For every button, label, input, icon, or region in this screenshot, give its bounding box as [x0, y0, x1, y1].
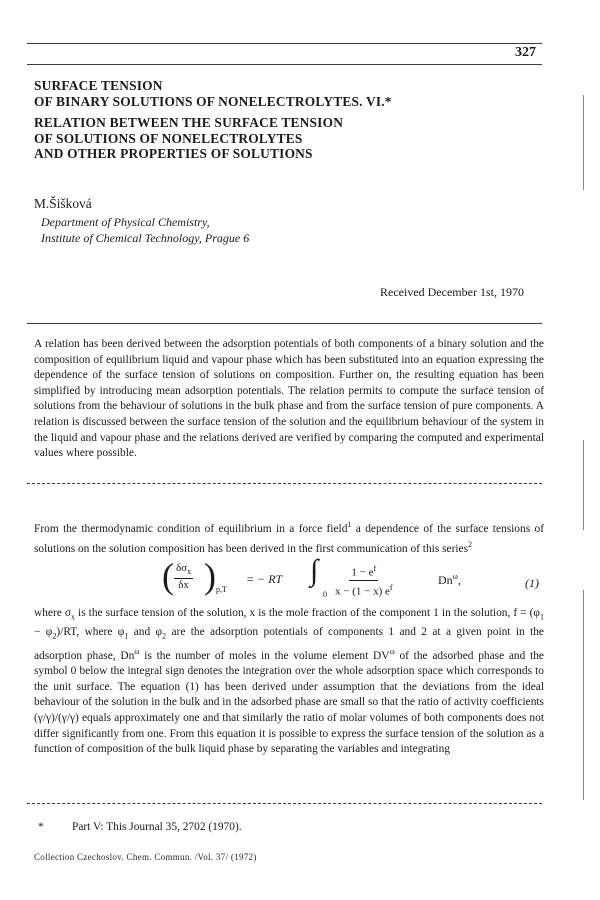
- abstract: A relation has been derived between the adsorption potentials of both components of a binary solution and the composition of equilibrium liquid and vapour phase which has been substituted into an equation expressing the dependence of the surface tension of solutions on composition. Further on, the resulting equation has been simplified by introducing mean adsorption potentials. The relation permits to compute the surface tension of solutions from the behaviour of solutions in the bulk phase and from the surface tension of pure components. A relation is discussed between the surface tension of the solution and the equilibrium behaviour of the system in the liquid and vapour phase and the relations derived are verified by comparing the computed and experimental values where possible.: [34, 338, 544, 460]
- body-paragraph: [34, 517, 544, 558]
- equation-1: [160, 554, 550, 602]
- body-paragraph: where $\sigma_x$ is the surface tension of the solution, x is the mole fraction of the component 1 in the solution, $f = (\varphi_1 - \varphi_2)/RT$, where $\varphi_1$ and $\varphi_2$ are the adsorption potentials of components 1 and 2 at a given point in the adsorption phase, $Dn^\omega$ is the number of moles in the volume element $DV^\omega$ of the adsorbed phase and the symbol 0 below the integral sign denotes the integration over the whole adsorption space which corresponds to the unit surface. The equation (1) has been derived under assumption that the deviations from the ideal behaviour of the solution in the bulk and in the adsorbed phase are small so that the ratio of activity coefficients (γ/γ)/(γ/γ) equals approximately one and that similarly the ratio of molar volumes of both components does not differ significantly from one. From this equation it is possible to express the surface tension of the solution as a function of composition of the bulk liquid phase by separating the variables and integrating: [34, 607, 544, 756]
- top-rule: [27, 43, 542, 44]
- reference-marker: 1: [347, 520, 352, 529]
- eq-right-paren: ): [204, 556, 216, 596]
- eq-left-paren: (: [162, 556, 174, 596]
- page-number: 327: [515, 45, 536, 60]
- eq-integral-lower-limit: 0: [323, 590, 327, 599]
- article-title: [34, 78, 474, 162]
- footnote-text: Part V: This Journal 35, 2702 (1970).: [72, 821, 242, 833]
- journal-citation: Collection Czechoslov. Chem. Commun. /Vol. 37/ (1972): [34, 852, 257, 862]
- body-text: From the thermodynamic condition of equilibrium in a force field: [34, 522, 348, 535]
- equation-number: (1): [525, 576, 539, 590]
- eq-rhs-denominator: x − (1 − x) $e^f$: [335, 582, 393, 598]
- affiliation-line: Institute of Chemical Technology, Prague 6: [41, 231, 250, 245]
- subtitle-line: RELATION BETWEEN THE SURFACE TENSION: [34, 115, 344, 131]
- author-affiliation: [41, 214, 249, 246]
- eq-lhs-fraction: [174, 562, 193, 592]
- author-name: M.Šišková: [34, 196, 92, 211]
- eq-rhs-numerator: $1 - e^f$: [351, 564, 377, 579]
- body-text: a dependence of the surface tensions of solutions on the solution composition has been derived in the first communication of this series: [34, 522, 544, 556]
- eq-rhs-prefix: = − RT: [246, 572, 283, 586]
- eq-suffix: $Dn^\omega$,: [438, 572, 461, 587]
- eq-integral-sign: ∫: [310, 554, 319, 587]
- scan-edge-mark: [583, 95, 584, 190]
- article-subtitle: [34, 115, 474, 162]
- received-date: Received December 1st, 1970: [380, 285, 524, 299]
- title-line: OF BINARY SOLUTIONS OF NONELECTROLYTES. VI.*: [34, 93, 392, 109]
- eq-lhs-denominator: δx: [178, 579, 189, 592]
- abstract-top-rule: [27, 323, 542, 324]
- eq-rhs-fraction: [335, 562, 393, 598]
- eq-lhs-numerator: $\delta\sigma_x$: [174, 562, 193, 579]
- scan-edge-mark: [583, 590, 584, 800]
- abstract-bottom-rule: [27, 483, 542, 484]
- footnote-rule: [27, 803, 542, 804]
- reference-marker: 2: [468, 540, 473, 550]
- scan-edge-mark: [583, 440, 584, 530]
- footnote-mark: *: [38, 821, 44, 833]
- subtitle-line: AND OTHER PROPERTIES OF SOLUTIONS: [34, 146, 313, 162]
- eq-lhs-subscript: p,T: [216, 585, 227, 594]
- footnote: [38, 821, 242, 833]
- header-rule: [27, 64, 542, 65]
- title-line: SURFACE TENSION: [34, 78, 163, 93]
- subtitle-line: OF SOLUTIONS OF NONELECTROLYTES: [34, 130, 303, 146]
- affiliation-line: Department of Physical Chemistry,: [41, 215, 210, 229]
